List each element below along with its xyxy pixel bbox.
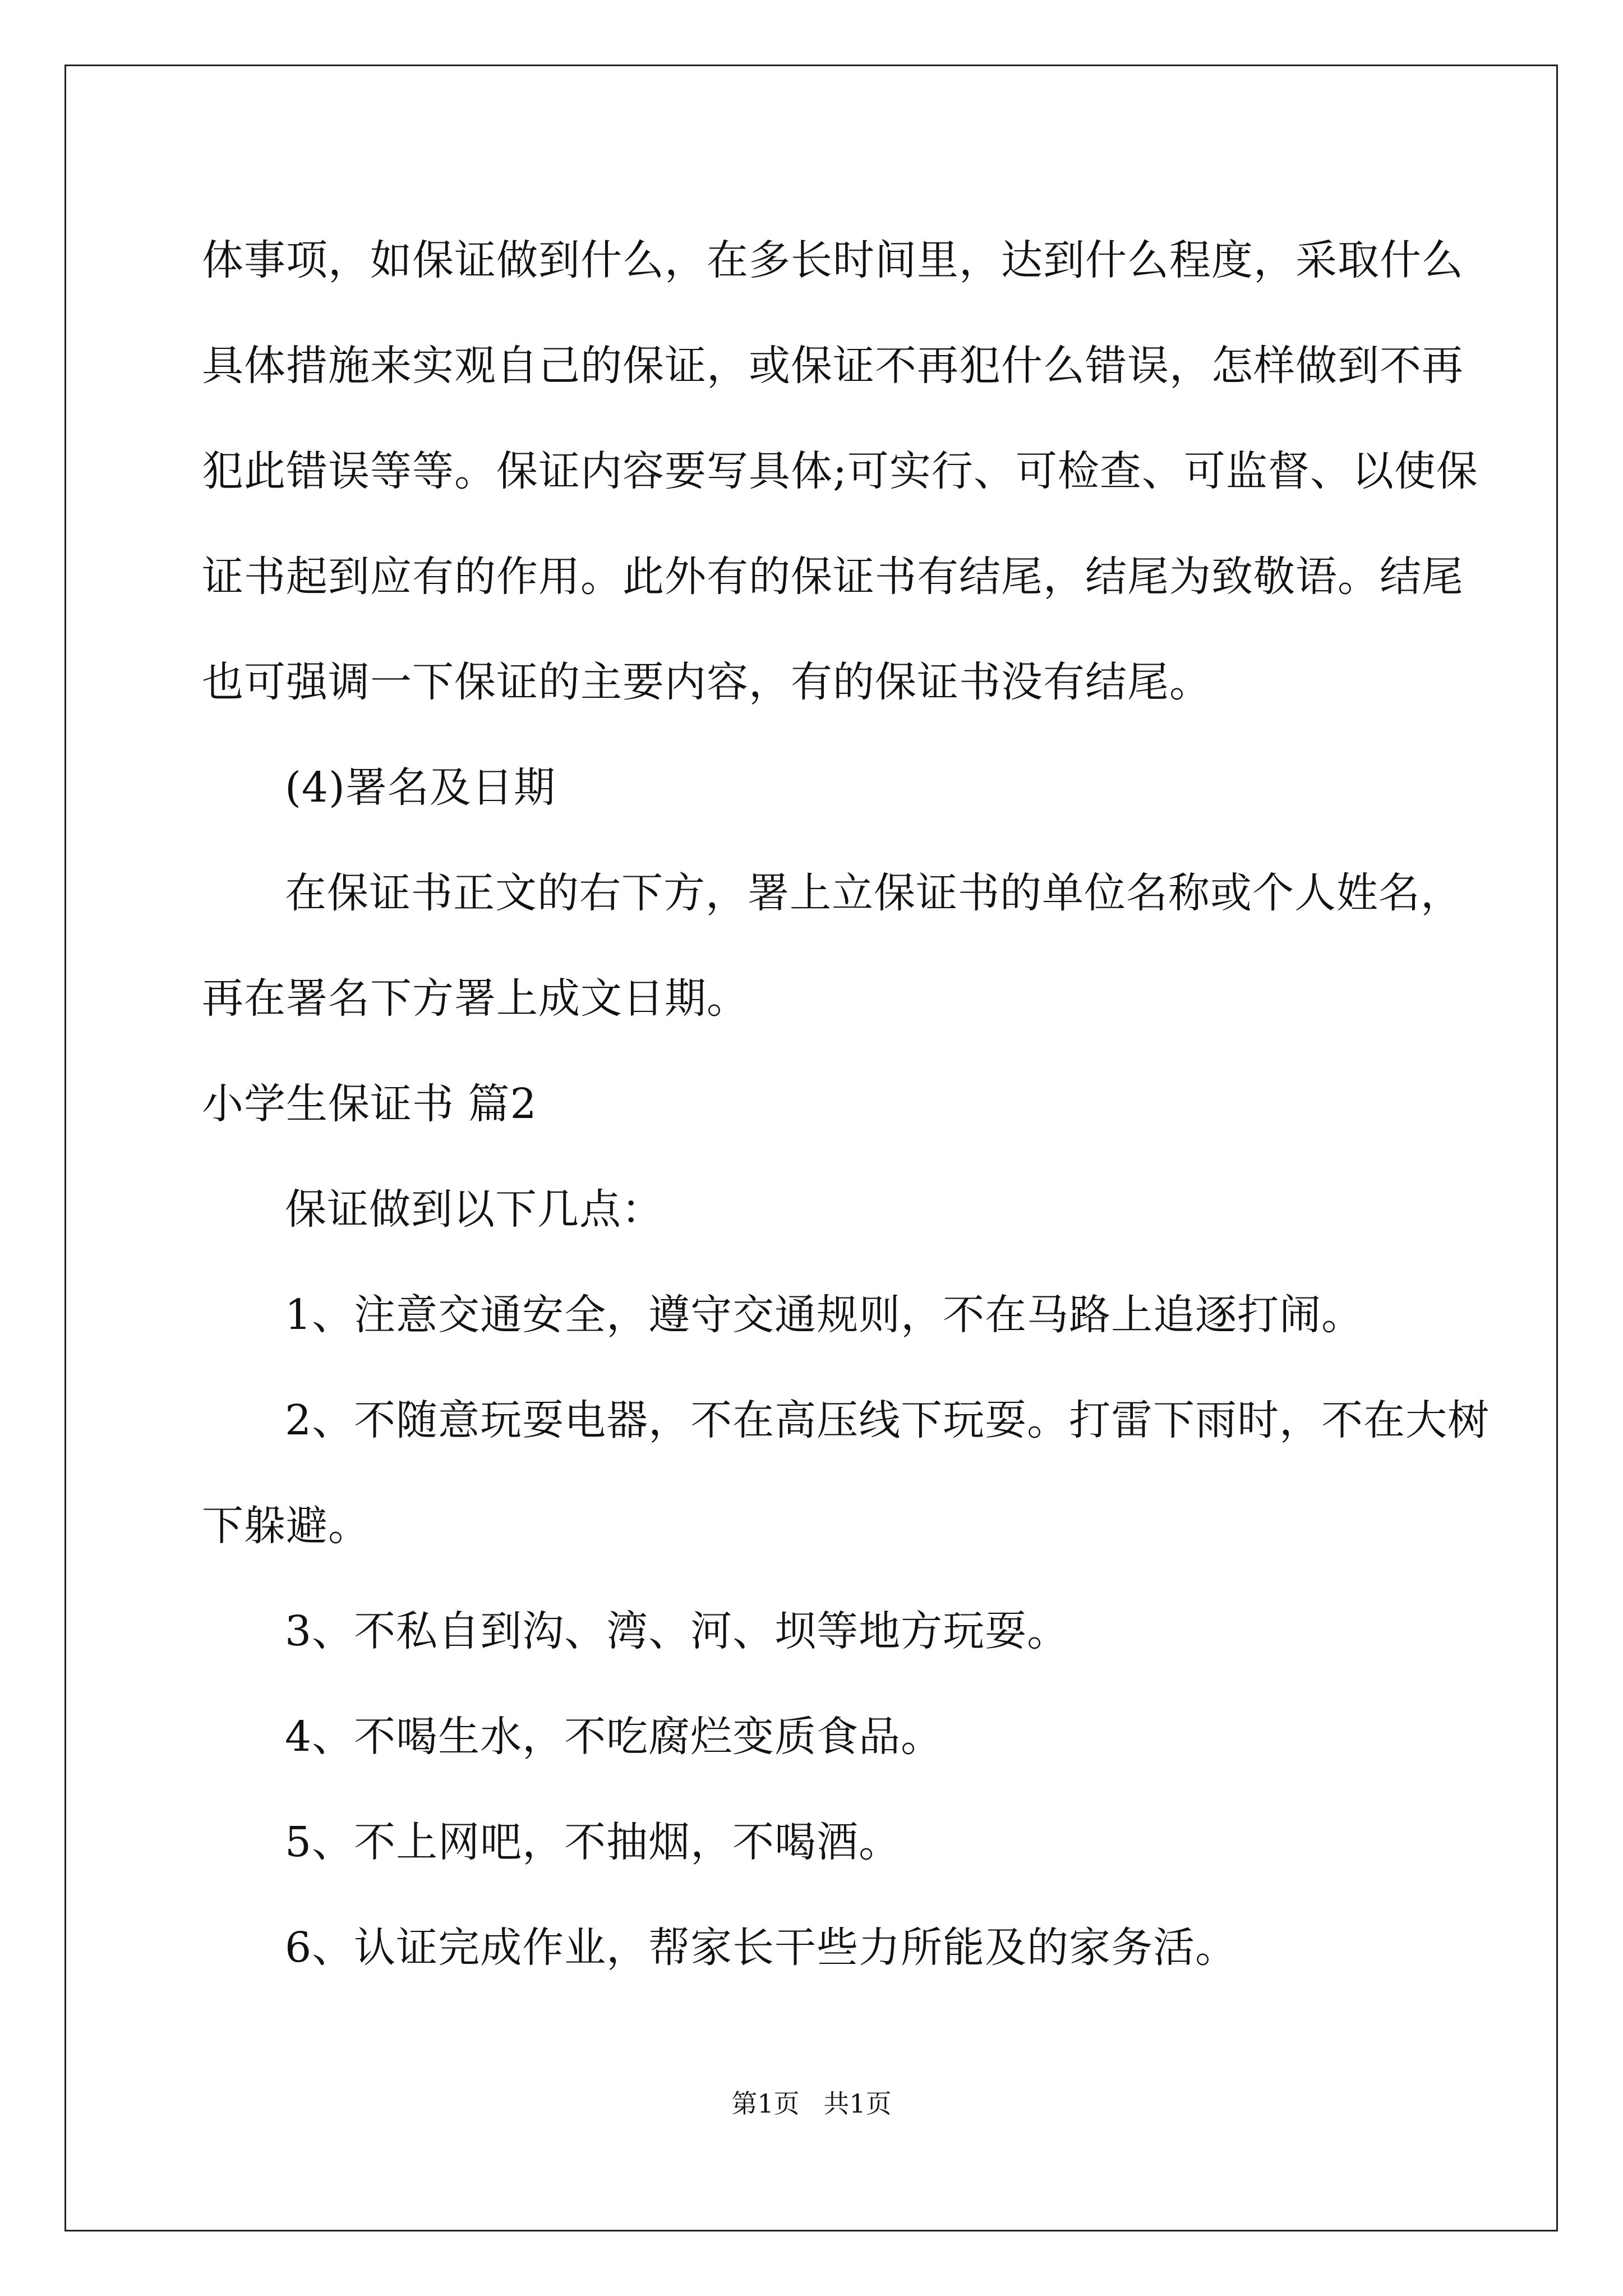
text-line: 保证做到以下几点： <box>285 1185 663 1234</box>
article-title: 小学生保证书 篇2 <box>202 1080 537 1128</box>
text-line: 具体措施来实观自己的保证，或保证不再犯什么错误，怎样做到不再 <box>202 342 1464 390</box>
document-body <box>202 208 1490 2000</box>
text-line: 证书起到应有的作用。此外有的保证书有结尾，结尾为致敬语。结尾 <box>202 553 1464 601</box>
list-item: 1、注意交通安全，遵守交通规则，不在马路上追逐打闹。 <box>285 1291 1364 1339</box>
text-line: 再在署名下方署上成文日期。 <box>202 974 749 1023</box>
text-line: 也可强调一下保证的主要内容，有的保证书没有结尾。 <box>202 658 1211 706</box>
text-line: 在保证书正文的右下方，署上立保证书的单位名称或个人姓名， <box>285 869 1463 917</box>
page-number: 第1页 <box>731 2088 800 2119</box>
text-line: 体事项，如保证做到什么，在多长时间里，达到什么程度，采取什么 <box>202 236 1464 284</box>
section-heading: (4)署名及日期 <box>285 763 556 812</box>
list-item: 4、不喝生水，不吃腐烂变质食品。 <box>285 1713 943 1761</box>
list-item: 6、认证完成作业，帮家长干些力所能及的家务活。 <box>285 1924 1238 1972</box>
text-line: 下躲避。 <box>202 1502 370 1550</box>
list-item: 2、不随意玩耍电器，不在高压线下玩耍。打雷下雨时，不在大树 <box>285 1396 1490 1444</box>
page-footer <box>0 2087 1623 2120</box>
text-line: 犯此错误等等。保证内容要写具体;可实行、可检查、可监督、以使保 <box>202 447 1478 495</box>
list-item: 5、不上网吧，不抽烟，不喝酒。 <box>285 1818 901 1866</box>
page-total: 共1页 <box>823 2088 892 2119</box>
list-item: 3、不私自到沟、湾、河、坝等地方玩耍。 <box>285 1607 1069 1655</box>
